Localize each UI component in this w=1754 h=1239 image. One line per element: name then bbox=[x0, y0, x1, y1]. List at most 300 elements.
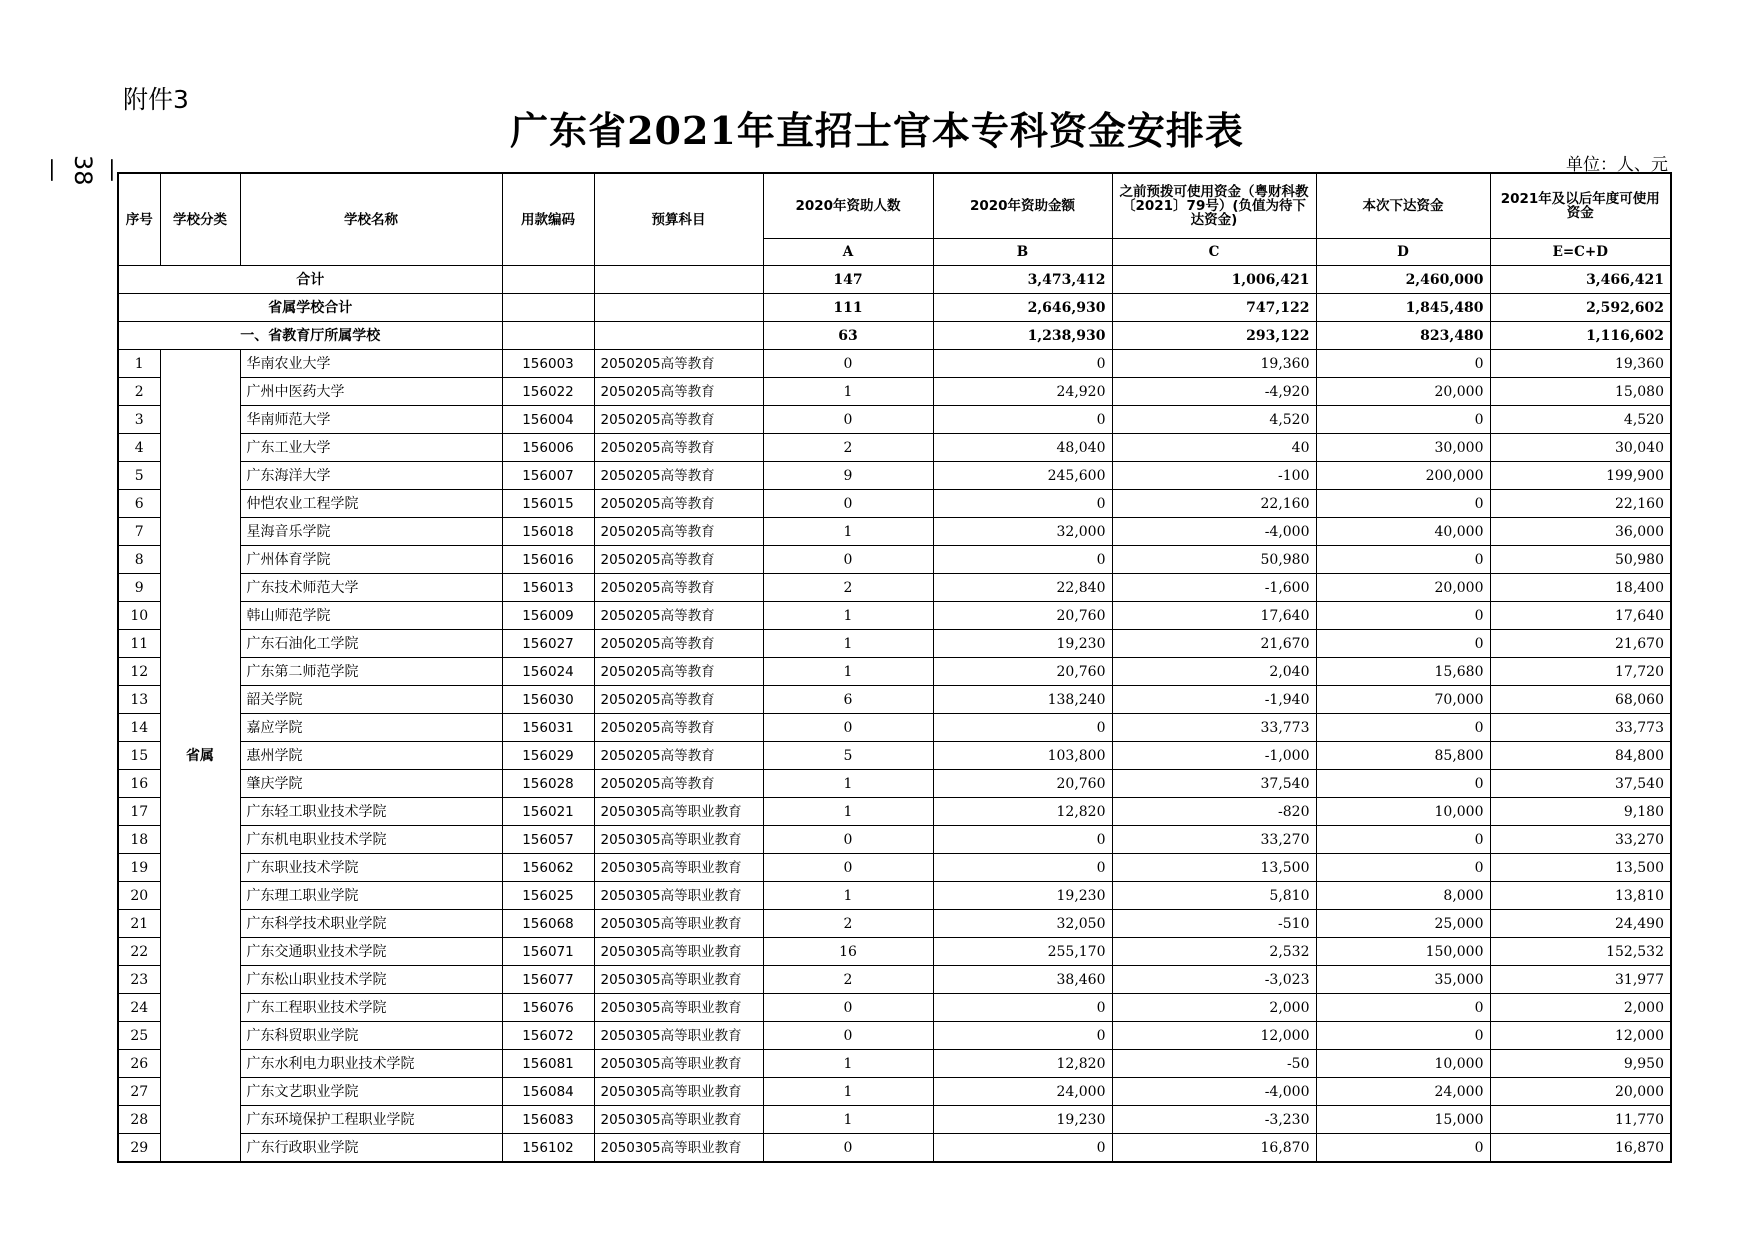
row-school: 广东机电职业技术学院 bbox=[240, 826, 502, 854]
header-e: 2021年及以后年度可使用资金 bbox=[1490, 173, 1671, 239]
row-code: 156018 bbox=[502, 518, 594, 546]
row-school: 广东工程职业技术学院 bbox=[240, 994, 502, 1022]
table-body bbox=[118, 266, 1671, 1163]
row-budget: 2050205高等教育 bbox=[594, 742, 763, 770]
row-value-b: 20,760 bbox=[933, 602, 1112, 630]
row-seq: 2 bbox=[118, 378, 160, 406]
row-budget: 2050205高等教育 bbox=[594, 518, 763, 546]
row-school: 广东工业大学 bbox=[240, 434, 502, 462]
header-b-code: B bbox=[933, 239, 1112, 266]
row-seq: 1 bbox=[118, 350, 160, 378]
row-seq: 27 bbox=[118, 1078, 160, 1106]
row-value-c: 40 bbox=[1112, 434, 1316, 462]
row-value-e: 16,870 bbox=[1490, 1134, 1671, 1163]
row-budget: 2050205高等教育 bbox=[594, 602, 763, 630]
row-value-d: 0 bbox=[1316, 630, 1490, 658]
row-school: 广东轻工职业技术学院 bbox=[240, 798, 502, 826]
header-c-code: C bbox=[1112, 239, 1316, 266]
table-row bbox=[118, 1106, 1671, 1134]
row-value-b: 12,820 bbox=[933, 798, 1112, 826]
row-value-d: 70,000 bbox=[1316, 686, 1490, 714]
row-value-c: -4,000 bbox=[1112, 1078, 1316, 1106]
summary-budget-empty bbox=[594, 266, 763, 294]
row-code: 156068 bbox=[502, 910, 594, 938]
row-seq: 28 bbox=[118, 1106, 160, 1134]
summary-value-d: 823,480 bbox=[1316, 322, 1490, 350]
row-code: 156013 bbox=[502, 574, 594, 602]
row-seq: 12 bbox=[118, 658, 160, 686]
row-budget: 2050205高等教育 bbox=[594, 574, 763, 602]
row-value-e: 33,270 bbox=[1490, 826, 1671, 854]
summary-label: 省属学校合计 bbox=[118, 294, 502, 322]
row-value-b: 0 bbox=[933, 826, 1112, 854]
row-seq: 13 bbox=[118, 686, 160, 714]
row-value-d: 0 bbox=[1316, 350, 1490, 378]
row-seq: 4 bbox=[118, 434, 160, 462]
row-budget: 2050205高等教育 bbox=[594, 490, 763, 518]
row-school: 广东松山职业技术学院 bbox=[240, 966, 502, 994]
row-value-a: 0 bbox=[763, 546, 933, 574]
summary-value-e: 2,592,602 bbox=[1490, 294, 1671, 322]
header-d: 本次下达资金 bbox=[1316, 173, 1490, 239]
row-value-a: 1 bbox=[763, 630, 933, 658]
row-value-d: 20,000 bbox=[1316, 574, 1490, 602]
page-number: — 38 — bbox=[39, 155, 127, 186]
row-seq: 6 bbox=[118, 490, 160, 518]
header-budget: 预算科目 bbox=[594, 173, 763, 266]
row-value-d: 0 bbox=[1316, 406, 1490, 434]
row-value-b: 0 bbox=[933, 546, 1112, 574]
header-c: 之前预拨可使用资金（粤财科教〔2021〕79号）(负值为待下达资金) bbox=[1112, 173, 1316, 239]
row-code: 156024 bbox=[502, 658, 594, 686]
row-value-c: 2,000 bbox=[1112, 994, 1316, 1022]
summary-value-b: 3,473,412 bbox=[933, 266, 1112, 294]
row-budget: 2050305高等职业教育 bbox=[594, 798, 763, 826]
row-code: 156004 bbox=[502, 406, 594, 434]
table-row bbox=[118, 742, 1671, 770]
table-row bbox=[118, 434, 1671, 462]
page-title: 广东省2021年直招士官本专科资金安排表 bbox=[510, 108, 1244, 153]
summary-value-c: 293,122 bbox=[1112, 322, 1316, 350]
row-code: 156009 bbox=[502, 602, 594, 630]
row-code: 156062 bbox=[502, 854, 594, 882]
row-seq: 9 bbox=[118, 574, 160, 602]
row-school: 韶关学院 bbox=[240, 686, 502, 714]
table-row bbox=[118, 910, 1671, 938]
row-value-a: 1 bbox=[763, 658, 933, 686]
row-budget: 2050305高等职业教育 bbox=[594, 1106, 763, 1134]
row-value-b: 0 bbox=[933, 350, 1112, 378]
row-value-e: 68,060 bbox=[1490, 686, 1671, 714]
row-value-e: 31,977 bbox=[1490, 966, 1671, 994]
summary-budget-empty bbox=[594, 322, 763, 350]
row-value-c: -4,000 bbox=[1112, 518, 1316, 546]
row-budget: 2050305高等职业教育 bbox=[594, 882, 763, 910]
summary-value-a: 147 bbox=[763, 266, 933, 294]
summary-value-c: 747,122 bbox=[1112, 294, 1316, 322]
table-row bbox=[118, 1050, 1671, 1078]
row-value-c: 13,500 bbox=[1112, 854, 1316, 882]
row-value-d: 85,800 bbox=[1316, 742, 1490, 770]
row-value-d: 15,000 bbox=[1316, 1106, 1490, 1134]
row-value-a: 0 bbox=[763, 1022, 933, 1050]
row-budget: 2050305高等职业教育 bbox=[594, 854, 763, 882]
row-value-c: 16,870 bbox=[1112, 1134, 1316, 1163]
row-value-d: 30,000 bbox=[1316, 434, 1490, 462]
row-value-e: 199,900 bbox=[1490, 462, 1671, 490]
row-value-c: 2,040 bbox=[1112, 658, 1316, 686]
row-value-c: 33,773 bbox=[1112, 714, 1316, 742]
row-school: 广东文艺职业学院 bbox=[240, 1078, 502, 1106]
row-value-a: 2 bbox=[763, 910, 933, 938]
row-code: 156015 bbox=[502, 490, 594, 518]
row-value-a: 0 bbox=[763, 490, 933, 518]
row-value-c: 21,670 bbox=[1112, 630, 1316, 658]
header-a: 2020年资助人数 bbox=[763, 173, 933, 239]
row-value-b: 20,760 bbox=[933, 770, 1112, 798]
row-code: 156021 bbox=[502, 798, 594, 826]
row-value-c: -4,920 bbox=[1112, 378, 1316, 406]
row-school: 广州体育学院 bbox=[240, 546, 502, 574]
row-value-b: 138,240 bbox=[933, 686, 1112, 714]
row-value-a: 6 bbox=[763, 686, 933, 714]
row-value-d: 15,680 bbox=[1316, 658, 1490, 686]
row-value-b: 0 bbox=[933, 1022, 1112, 1050]
header-school: 学校名称 bbox=[240, 173, 502, 266]
row-value-c: -3,023 bbox=[1112, 966, 1316, 994]
row-school: 广州中医药大学 bbox=[240, 378, 502, 406]
row-value-e: 152,532 bbox=[1490, 938, 1671, 966]
header-code: 用款编码 bbox=[502, 173, 594, 266]
table-row bbox=[118, 854, 1671, 882]
row-value-e: 17,720 bbox=[1490, 658, 1671, 686]
row-value-a: 0 bbox=[763, 406, 933, 434]
row-value-b: 0 bbox=[933, 714, 1112, 742]
table-row bbox=[118, 518, 1671, 546]
row-value-e: 9,180 bbox=[1490, 798, 1671, 826]
table-row bbox=[118, 714, 1671, 742]
row-value-d: 0 bbox=[1316, 770, 1490, 798]
summary-budget-empty bbox=[594, 294, 763, 322]
row-value-c: -50 bbox=[1112, 1050, 1316, 1078]
row-value-b: 19,230 bbox=[933, 630, 1112, 658]
row-value-d: 0 bbox=[1316, 1022, 1490, 1050]
row-value-e: 11,770 bbox=[1490, 1106, 1671, 1134]
row-value-b: 12,820 bbox=[933, 1050, 1112, 1078]
row-value-c: -1,600 bbox=[1112, 574, 1316, 602]
summary-value-e: 1,116,602 bbox=[1490, 322, 1671, 350]
row-budget: 2050305高等职业教育 bbox=[594, 994, 763, 1022]
row-value-d: 0 bbox=[1316, 490, 1490, 518]
summary-label: 合计 bbox=[118, 266, 502, 294]
table-row bbox=[118, 770, 1671, 798]
row-value-d: 24,000 bbox=[1316, 1078, 1490, 1106]
row-value-e: 20,000 bbox=[1490, 1078, 1671, 1106]
row-code: 156029 bbox=[502, 742, 594, 770]
summary-value-a: 111 bbox=[763, 294, 933, 322]
summary-row bbox=[118, 322, 1671, 350]
funding-table bbox=[117, 172, 1672, 1163]
row-seq: 15 bbox=[118, 742, 160, 770]
row-school: 广东海洋大学 bbox=[240, 462, 502, 490]
row-value-b: 20,760 bbox=[933, 658, 1112, 686]
row-budget: 2050305高等职业教育 bbox=[594, 966, 763, 994]
row-value-b: 24,000 bbox=[933, 1078, 1112, 1106]
row-value-a: 0 bbox=[763, 1134, 933, 1163]
row-seq: 16 bbox=[118, 770, 160, 798]
row-value-d: 0 bbox=[1316, 714, 1490, 742]
table-row bbox=[118, 602, 1671, 630]
summary-value-e: 3,466,421 bbox=[1490, 266, 1671, 294]
row-value-b: 38,460 bbox=[933, 966, 1112, 994]
summary-value-c: 1,006,421 bbox=[1112, 266, 1316, 294]
row-value-a: 1 bbox=[763, 882, 933, 910]
table-row bbox=[118, 350, 1671, 378]
row-value-d: 0 bbox=[1316, 1134, 1490, 1163]
row-value-d: 25,000 bbox=[1316, 910, 1490, 938]
table-row bbox=[118, 966, 1671, 994]
row-code: 156071 bbox=[502, 938, 594, 966]
row-value-b: 19,230 bbox=[933, 1106, 1112, 1134]
row-budget: 2050205高等教育 bbox=[594, 378, 763, 406]
row-value-b: 24,920 bbox=[933, 378, 1112, 406]
row-budget: 2050205高等教育 bbox=[594, 686, 763, 714]
row-value-e: 2,000 bbox=[1490, 994, 1671, 1022]
table-row bbox=[118, 630, 1671, 658]
row-value-c: -1,940 bbox=[1112, 686, 1316, 714]
row-value-b: 103,800 bbox=[933, 742, 1112, 770]
row-value-e: 13,500 bbox=[1490, 854, 1671, 882]
row-value-a: 1 bbox=[763, 1078, 933, 1106]
table-row bbox=[118, 658, 1671, 686]
summary-row bbox=[118, 266, 1671, 294]
row-value-c: 2,532 bbox=[1112, 938, 1316, 966]
row-school: 肇庆学院 bbox=[240, 770, 502, 798]
row-value-d: 10,000 bbox=[1316, 798, 1490, 826]
row-value-a: 2 bbox=[763, 574, 933, 602]
row-seq: 18 bbox=[118, 826, 160, 854]
row-value-a: 16 bbox=[763, 938, 933, 966]
table-row bbox=[118, 462, 1671, 490]
summary-value-d: 2,460,000 bbox=[1316, 266, 1490, 294]
table-row bbox=[118, 1134, 1671, 1163]
row-value-e: 30,040 bbox=[1490, 434, 1671, 462]
row-value-e: 24,490 bbox=[1490, 910, 1671, 938]
row-value-a: 0 bbox=[763, 826, 933, 854]
row-budget: 2050205高等教育 bbox=[594, 350, 763, 378]
row-school: 广东第二师范学院 bbox=[240, 658, 502, 686]
table-row bbox=[118, 826, 1671, 854]
summary-row bbox=[118, 294, 1671, 322]
row-value-b: 0 bbox=[933, 490, 1112, 518]
table-row bbox=[118, 994, 1671, 1022]
row-value-e: 33,773 bbox=[1490, 714, 1671, 742]
row-code: 156027 bbox=[502, 630, 594, 658]
row-value-a: 1 bbox=[763, 798, 933, 826]
row-seq: 14 bbox=[118, 714, 160, 742]
row-value-d: 0 bbox=[1316, 994, 1490, 1022]
row-value-a: 1 bbox=[763, 1050, 933, 1078]
table-row bbox=[118, 1078, 1671, 1106]
row-value-a: 1 bbox=[763, 770, 933, 798]
summary-code-empty bbox=[502, 322, 594, 350]
row-value-c: 19,360 bbox=[1112, 350, 1316, 378]
row-value-c: 50,980 bbox=[1112, 546, 1316, 574]
row-school: 广东科贸职业学院 bbox=[240, 1022, 502, 1050]
row-value-e: 13,810 bbox=[1490, 882, 1671, 910]
summary-code-empty bbox=[502, 294, 594, 322]
table-row bbox=[118, 798, 1671, 826]
row-code: 156003 bbox=[502, 350, 594, 378]
row-value-b: 0 bbox=[933, 854, 1112, 882]
row-seq: 5 bbox=[118, 462, 160, 490]
row-budget: 2050205高等教育 bbox=[594, 406, 763, 434]
row-value-b: 0 bbox=[933, 1134, 1112, 1163]
header-a-code: A bbox=[763, 239, 933, 266]
row-budget: 2050305高等职业教育 bbox=[594, 1050, 763, 1078]
row-budget: 2050305高等职业教育 bbox=[594, 910, 763, 938]
row-value-e: 36,000 bbox=[1490, 518, 1671, 546]
row-code: 156007 bbox=[502, 462, 594, 490]
row-seq: 22 bbox=[118, 938, 160, 966]
row-code: 156031 bbox=[502, 714, 594, 742]
row-school: 韩山师范学院 bbox=[240, 602, 502, 630]
row-code: 156006 bbox=[502, 434, 594, 462]
row-budget: 2050205高等教育 bbox=[594, 630, 763, 658]
row-school: 广东环境保护工程职业学院 bbox=[240, 1106, 502, 1134]
row-seq: 26 bbox=[118, 1050, 160, 1078]
row-value-b: 0 bbox=[933, 994, 1112, 1022]
row-value-c: -3,230 bbox=[1112, 1106, 1316, 1134]
header-d-code: D bbox=[1316, 239, 1490, 266]
row-value-e: 18,400 bbox=[1490, 574, 1671, 602]
row-seq: 25 bbox=[118, 1022, 160, 1050]
row-value-a: 0 bbox=[763, 854, 933, 882]
row-budget: 2050205高等教育 bbox=[594, 462, 763, 490]
row-value-a: 0 bbox=[763, 350, 933, 378]
row-school: 惠州学院 bbox=[240, 742, 502, 770]
row-code: 156030 bbox=[502, 686, 594, 714]
summary-value-a: 63 bbox=[763, 322, 933, 350]
row-school: 广东理工职业学院 bbox=[240, 882, 502, 910]
row-code: 156084 bbox=[502, 1078, 594, 1106]
table-row bbox=[118, 574, 1671, 602]
header-e-code: E=C+D bbox=[1490, 239, 1671, 266]
row-value-a: 5 bbox=[763, 742, 933, 770]
row-value-e: 22,160 bbox=[1490, 490, 1671, 518]
row-value-a: 0 bbox=[763, 994, 933, 1022]
row-value-c: -510 bbox=[1112, 910, 1316, 938]
row-value-a: 2 bbox=[763, 966, 933, 994]
row-value-e: 4,520 bbox=[1490, 406, 1671, 434]
row-value-e: 50,980 bbox=[1490, 546, 1671, 574]
row-seq: 29 bbox=[118, 1134, 160, 1163]
row-code: 156076 bbox=[502, 994, 594, 1022]
row-seq: 19 bbox=[118, 854, 160, 882]
row-code: 156022 bbox=[502, 378, 594, 406]
row-budget: 2050205高等教育 bbox=[594, 546, 763, 574]
row-code: 156081 bbox=[502, 1050, 594, 1078]
row-value-d: 200,000 bbox=[1316, 462, 1490, 490]
row-school: 广东行政职业学院 bbox=[240, 1134, 502, 1163]
unit-label: 单位：人、元 bbox=[1566, 155, 1668, 175]
row-school: 华南农业大学 bbox=[240, 350, 502, 378]
row-value-d: 0 bbox=[1316, 854, 1490, 882]
row-value-a: 1 bbox=[763, 602, 933, 630]
row-code: 156102 bbox=[502, 1134, 594, 1163]
row-budget: 2050205高等教育 bbox=[594, 714, 763, 742]
row-code: 156016 bbox=[502, 546, 594, 574]
row-code: 156025 bbox=[502, 882, 594, 910]
row-value-c: 17,640 bbox=[1112, 602, 1316, 630]
summary-label: 一、省教育厅所属学校 bbox=[118, 322, 502, 350]
row-school: 广东石油化工学院 bbox=[240, 630, 502, 658]
row-school: 嘉应学院 bbox=[240, 714, 502, 742]
row-code: 156057 bbox=[502, 826, 594, 854]
row-budget: 2050305高等职业教育 bbox=[594, 1022, 763, 1050]
row-value-d: 0 bbox=[1316, 546, 1490, 574]
row-value-b: 19,230 bbox=[933, 882, 1112, 910]
row-value-c: 33,270 bbox=[1112, 826, 1316, 854]
row-budget: 2050305高等职业教育 bbox=[594, 1078, 763, 1106]
row-seq: 24 bbox=[118, 994, 160, 1022]
row-value-d: 10,000 bbox=[1316, 1050, 1490, 1078]
row-value-d: 40,000 bbox=[1316, 518, 1490, 546]
summary-value-d: 1,845,480 bbox=[1316, 294, 1490, 322]
row-value-a: 1 bbox=[763, 518, 933, 546]
row-value-c: 5,810 bbox=[1112, 882, 1316, 910]
row-value-e: 17,640 bbox=[1490, 602, 1671, 630]
row-value-c: -820 bbox=[1112, 798, 1316, 826]
row-seq: 17 bbox=[118, 798, 160, 826]
row-seq: 21 bbox=[118, 910, 160, 938]
row-code: 156028 bbox=[502, 770, 594, 798]
row-value-e: 19,360 bbox=[1490, 350, 1671, 378]
row-value-e: 37,540 bbox=[1490, 770, 1671, 798]
row-seq: 20 bbox=[118, 882, 160, 910]
row-value-a: 9 bbox=[763, 462, 933, 490]
row-value-a: 1 bbox=[763, 1106, 933, 1134]
summary-value-b: 1,238,930 bbox=[933, 322, 1112, 350]
row-value-c: 4,520 bbox=[1112, 406, 1316, 434]
row-code: 156072 bbox=[502, 1022, 594, 1050]
row-value-e: 12,000 bbox=[1490, 1022, 1671, 1050]
row-value-c: 37,540 bbox=[1112, 770, 1316, 798]
row-value-e: 9,950 bbox=[1490, 1050, 1671, 1078]
table-row bbox=[118, 490, 1671, 518]
row-seq: 3 bbox=[118, 406, 160, 434]
row-value-d: 8,000 bbox=[1316, 882, 1490, 910]
category-cell: 省属 bbox=[160, 350, 240, 1163]
row-school: 广东技术师范大学 bbox=[240, 574, 502, 602]
row-value-d: 0 bbox=[1316, 602, 1490, 630]
table-row bbox=[118, 938, 1671, 966]
table-row bbox=[118, 378, 1671, 406]
row-seq: 7 bbox=[118, 518, 160, 546]
row-value-b: 32,050 bbox=[933, 910, 1112, 938]
row-value-b: 245,600 bbox=[933, 462, 1112, 490]
row-budget: 2050305高等职业教育 bbox=[594, 826, 763, 854]
row-value-c: 22,160 bbox=[1112, 490, 1316, 518]
row-seq: 11 bbox=[118, 630, 160, 658]
row-value-e: 21,670 bbox=[1490, 630, 1671, 658]
row-value-b: 48,040 bbox=[933, 434, 1112, 462]
row-value-d: 0 bbox=[1316, 826, 1490, 854]
table-row bbox=[118, 686, 1671, 714]
row-code: 156083 bbox=[502, 1106, 594, 1134]
row-value-a: 2 bbox=[763, 434, 933, 462]
row-value-b: 255,170 bbox=[933, 938, 1112, 966]
